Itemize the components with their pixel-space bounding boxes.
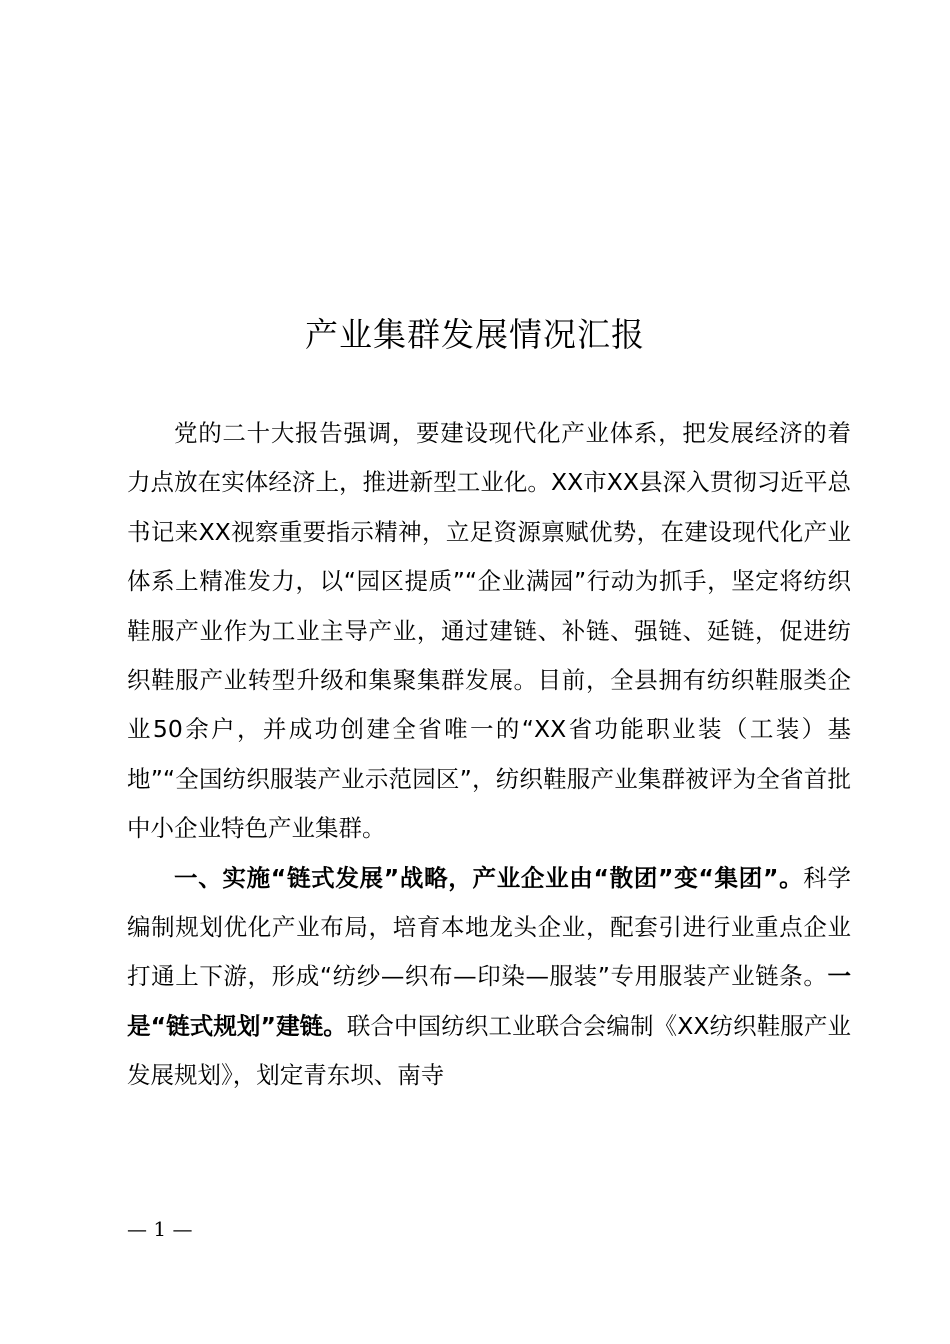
section-1-text: 科学编制规划优化产业布局，培育本地龙头企业，配套引进行业重点企业打通上下游，形成“纺纱—织布—印染—服装”专用服装产业链条。 (127, 863, 851, 991)
section-1-heading: 一、实施“链式发展”战略，产业企业由“散团”变“集团”。 (174, 863, 804, 892)
section-1-bold-lead: 一是“链式规划”建链。 (127, 962, 851, 1040)
page-number: — 1 — (127, 1217, 193, 1241)
section-1-paragraph (127, 854, 851, 1101)
section-1-text-continued: 联合中国纺织工业联合会编制《XX纺织鞋服产业发展规划》，划定青东坝、南寺 (127, 1011, 851, 1090)
document-title: 产业集群发展情况汇报 (305, 315, 645, 354)
intro-paragraph: 党的二十大报告强调，要建设现代化产业体系，把发展经济的着力点放在实体经济上，推进新型工业化。XX市XX县深入贯彻习近平总书记来XX视察重要指示精神，立足资源禀赋优势，在建设现代化产业体系上精准发力，以“园区提质”“企业满园”行动为抓手，坚定将纺织鞋服产业作为工业主导产业，通过建链、补链、强链、延链，促进纺织鞋服产业转型升级和集聚集群发展。目前，全县拥有纺织鞋服类企业50余户，并成功创建全省唯一的“XX省功能职业装（工装）基地”“全国纺织服装产业示范园区”，纺织鞋服产业集群被评为全省首批中小企业特色产业集群。 (127, 419, 851, 843)
document-body (127, 409, 851, 1101)
